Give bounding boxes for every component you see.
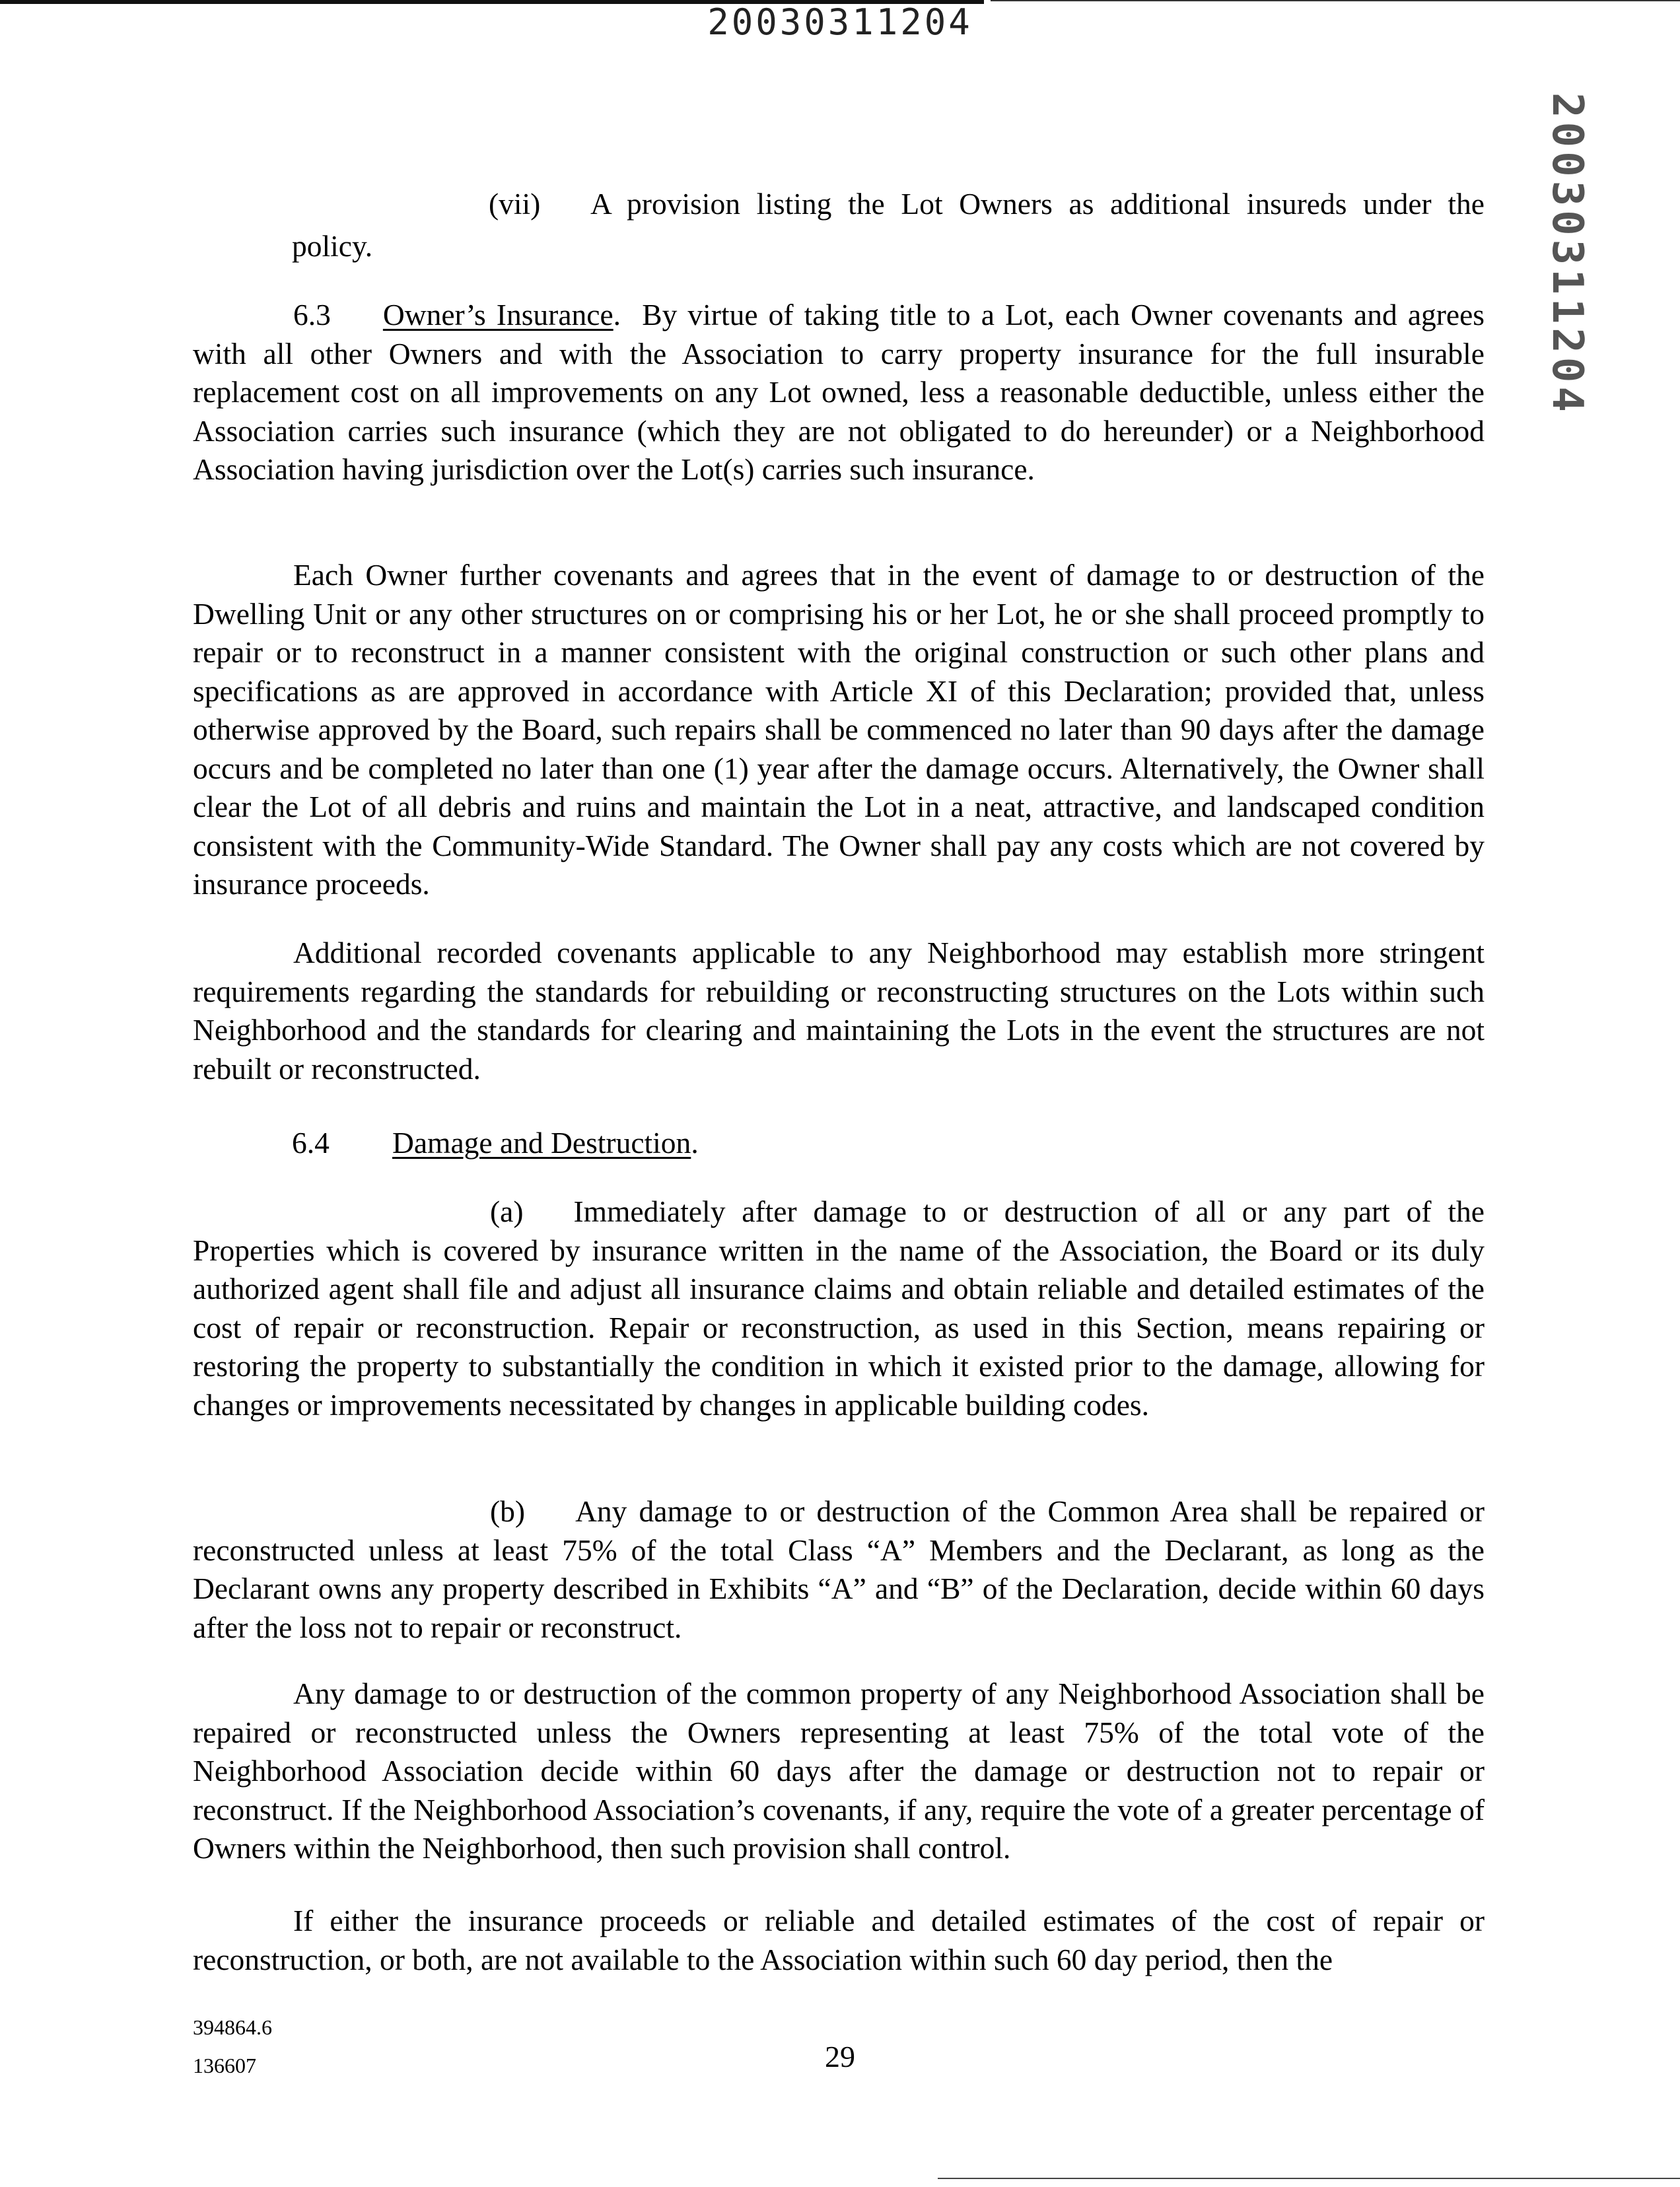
section-6-4-heading-wrap: Damage and Destruction. bbox=[392, 1126, 699, 1160]
section-6-3-text-3: Additional recorded covenants applicable to any Neighborhood may establish more stringent requirements regarding the standards for rebuilding or reconstructing structures on the Lots within such Neighborhood and the standards for clearing and maintaining the Lots in the event the structures are not rebuilt or reconstructed. bbox=[193, 936, 1485, 1086]
section-6-3-paragraph-1: 6.3 Owner’s Insurance. By virtue of taking title to a Lot, each Owner covenants and agrees with all other Owners and with the Association to carry property insurance for the full insurable replacement cost on all improvements on any Lot owned, less a reasonable deductible, unless either the Association carries such insurance (which they are not obligated to do hereunder) or a Neighborhood Association having jurisdiction over the Lot(s) carries such insurance. bbox=[193, 298, 1485, 486]
scan-edge-bottom bbox=[938, 2178, 1680, 2179]
section-6-3-paragraph-2 bbox=[193, 556, 1485, 904]
item-vii-text: A provision listing the Lot Owners as additional insureds under the bbox=[590, 187, 1485, 221]
section-6-3-text-2: Each Owner further covenants and agrees that in the event of damage to or destruction of the Dwelling Unit or any other structures on or comprising his or her Lot, he or she shall proceed promptly to repair or to reconstruct in a manner consistent with the original construction or such other plans and specifications as are approved in accordance with Article XI of this Declaration; provided that, unless otherwise approved by the Board, such repairs shall be commenced no later than 90 days after the damage occurs and be completed no later than one (1) year after the damage occurs. Alternatively, the Owner shall clear the Lot of all debris and ruins and maintain the Lot in a neat, attractive, and landscaped condition consistent with the Community-Wide Standard. The Owner shall pay any costs which are not covered by insurance proceeds. bbox=[193, 558, 1485, 901]
section-6-4-paragraph-3 bbox=[193, 1902, 1485, 1979]
section-6-4-text-3: If either the insurance proceeds or reliable and detailed estimates of the cost of repair or reconstruction, or both, are not available to the Association within such 60 day period, then the bbox=[193, 1904, 1485, 1976]
section-6-4-a-text: Immediately after damage to or destruction of all or any part of the Properties which is covered by insurance written in the name of the Association, the Board or its duly authorized agent shall file and adjust all insurance claims and obtain reliable and detailed estimates of the cost of repair or reconstruction. Repair or reconstruction, as used in this Section, means repairing or restoring the property to substantially the condition in which it existed prior to the damage, allowing for changes or improvements necessitated by changes in applicable building codes. bbox=[193, 1195, 1485, 1422]
item-vii-continuation: policy. bbox=[292, 229, 373, 263]
section-6-3-text-1: By virtue of taking title to a Lot, each Owner covenants and agrees with all other Owners and with the Association to carry property insurance for the full insurable replacement cost on all improvements on any Lot owned, less a reasonable deductible, unless either the Association carries such insurance (which they are not obligated to do hereunder) or a Neighborhood Association having jurisdiction over the Lot(s) carries such insurance. bbox=[193, 298, 1485, 486]
section-6-3-paragraph-3 bbox=[193, 934, 1485, 1088]
section-6-4-paragraph-2 bbox=[193, 1675, 1485, 1868]
section-6-4-b-paragraph bbox=[193, 1492, 1485, 1647]
section-6-4-text-2: Any damage to or destruction of the common property of any Neighborhood Association shall be repaired or reconstructed unless the Owners representing at least 75% of the total vote of the Neighborhood Association decide within 60 days after the damage or destruction not to repair or reconstruct. If the Neighborhood Association’s covenants, if any, require the vote of a greater percentage of Owners within the Neighborhood, then such provision shall control. bbox=[193, 1677, 1485, 1865]
section-6-4-heading: Damage and Destruction bbox=[392, 1126, 691, 1160]
page-number: 29 bbox=[825, 2040, 855, 2073]
section-6-4-a-label: (a) bbox=[490, 1195, 524, 1228]
section-6-4-a-paragraph bbox=[193, 1193, 1485, 1424]
section-6-4-b-label: (b) bbox=[490, 1494, 526, 1528]
footer-doc-code-1: 394864.6 bbox=[193, 2015, 272, 2039]
item-vii-label: (vii) bbox=[489, 187, 541, 221]
recording-number: 20030311204 bbox=[707, 1, 973, 43]
side-recording-stamp: 20030311204 bbox=[1543, 92, 1592, 416]
section-6-3-heading: Owner’s Insurance bbox=[382, 298, 613, 331]
section-6-4-number: 6.4 bbox=[292, 1126, 330, 1160]
section-6-4-b-text: Any damage to or destruction of the Common Area shall be repaired or reconstructed unless at least 75% of the total Class “A” Members and the Declarant, as long as the Declarant owns any property described in Exhibits “A” and “B” of the Declaration, decide within 60 days after the loss not to repair or reconstruct. bbox=[193, 1494, 1485, 1644]
section-6-3-number: 6.3 bbox=[293, 298, 331, 331]
footer-doc-code-2: 136607 bbox=[193, 2054, 256, 2077]
